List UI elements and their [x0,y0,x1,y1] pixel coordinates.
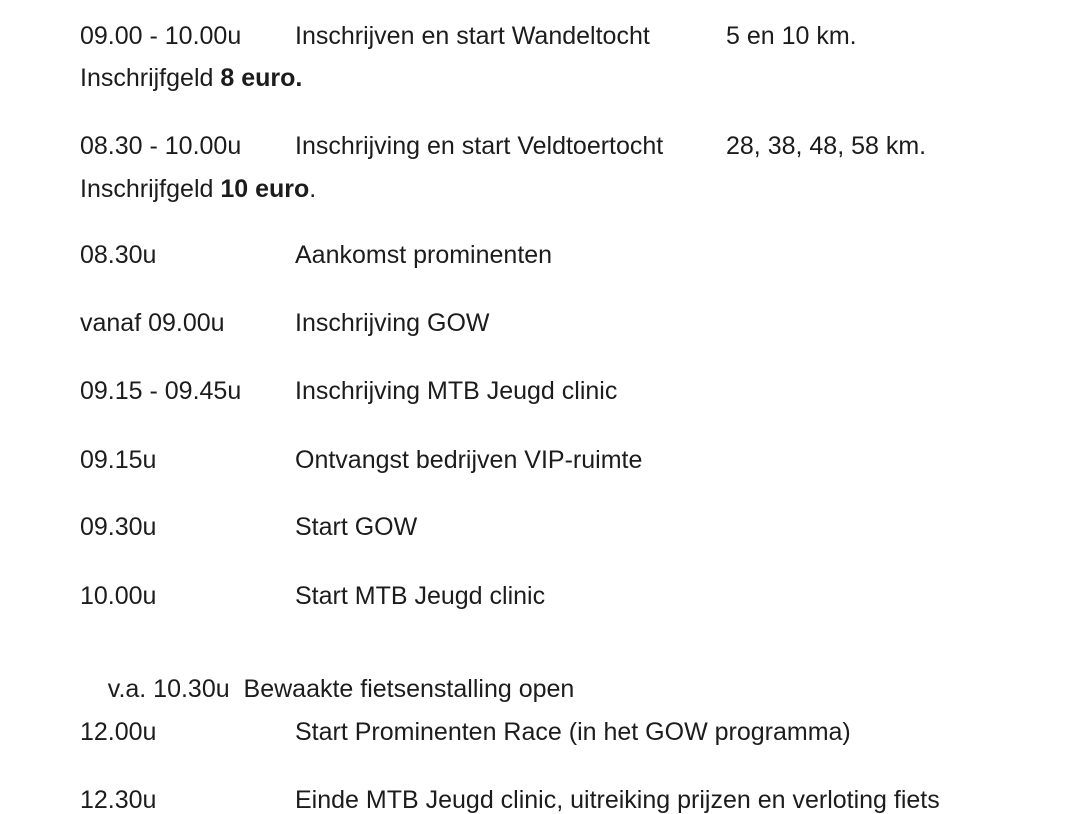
time-label: 09.30u [80,513,157,541]
event-label: Inschrijving GOW [295,309,490,337]
fee-amount: 8 euro. [220,64,303,92]
time-label: 09.15u [80,446,157,474]
fee-row-veldtoertocht [80,177,316,202]
distance-label: 28, 38, 48, 58 km. [726,132,927,160]
event-label: Start GOW [295,513,418,541]
event-label: Inschrijven en start Wandeltocht [295,22,650,50]
event-label: v.a. 10.30u Bewaakte fietsenstalling open [107,675,575,703]
event-label: Inschrijving en start Veldtoertocht [295,132,664,160]
time-label: 08.30 - 10.00u [80,132,242,160]
fee-suffix: . [309,175,317,203]
fee-row-wandeltocht [80,66,302,91]
time-label: 12.30u [80,786,157,814]
time-label: 12.00u [80,718,157,746]
distance-label: 5 en 10 km. [726,22,857,50]
event-label: Start Prominenten Race (in het GOW programma) [295,718,851,746]
time-label: 09.00 - 10.00u [80,22,242,50]
time-label: 10.00u [80,582,157,610]
event-label: Einde MTB Jeugd clinic, uitreiking prijzen en verloting fiets [295,786,940,814]
event-label: Aankomst prominenten [295,241,553,269]
time-label: 09.15 - 09.45u [80,377,242,405]
fee-amount: 10 euro [220,175,310,203]
schedule-row-fietsenstalling [80,652,574,727]
fee-label: Inschrijfgeld [80,175,221,203]
fee-label: Inschrijfgeld [80,64,221,92]
event-label: Ontvangst bedrijven VIP-ruimte [295,446,643,474]
event-label: Inschrijving MTB Jeugd clinic [295,377,618,405]
time-label: 08.30u [80,241,157,269]
event-label: Start MTB Jeugd clinic [295,582,546,610]
time-label: vanaf 09.00u [80,309,225,337]
